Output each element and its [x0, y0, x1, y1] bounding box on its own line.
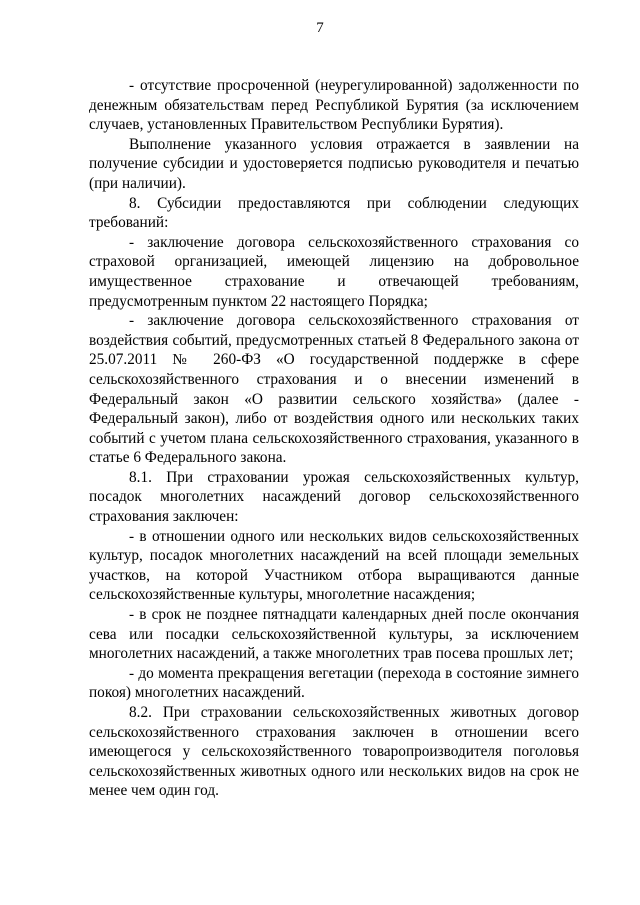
paragraph-clause-8-1: 8.1. При страховании урожая сельскохозяйственных культур, посадок многолетних насаждений договор сельскохозяйственного страхования заключен:: [89, 468, 579, 526]
paragraph-clause-8-2: 8.2. При страховании сельскохозяйственных животных договор сельскохозяйственного страхования заключен в отношении всего имеющегося у сельскохозяйственного товаропроизводителя поголовья сельскохозяйственных животных одного или нескольких видов на срок не менее чем один год.: [89, 704, 579, 800]
paragraph-condition-confirmation: Выполнение указанного условия отражается в заявлении на получение субсидии и удостоверяется подписью руководителя и печатью (при наличии).: [89, 135, 579, 192]
paragraph-sowing-deadline: - в срок не позднее пятнадцати календарных дней после окончания сева или посадки сельскохозяйственной культуры, за исключением многолетних насаждений, а также многолетних трав посева прошлых лет;: [89, 606, 579, 663]
document-body: [89, 76, 579, 801]
paragraph-insurance-events: - заключение договора сельскохозяйственного страхования от воздействия событий, предусмотренных статьей 8 Федерального закона от 25.07.2011 № 260-ФЗ «О государственной поддержке в сфере сельскохозяйственного страхования и о внесении изменений в Федеральный закон «О развитии сельского хозяйства» (далее - Федеральный закон), либо от воздействия одного или нескольких таких событий с учетом плана сельскохозяйственного страхования, указанного в статье 6 Федерального закона.: [89, 312, 579, 467]
paragraph-crop-scope: - в отношении одного или нескольких видов сельскохозяйственных культур, посадок многолетних насаждений на всей площади земельных участков, на которой Участником отбора выращиваются данные сельскохозяйственные культуры, многолетние насаждения;: [89, 527, 579, 604]
paragraph-debt-condition: - отсутствие просроченной (неурегулированной) задолженности по денежным обязательствам перед Республикой Бурятия (за исключением случаев, установленных Правительством Республики Бурятия).: [89, 77, 579, 134]
page-number: 7: [316, 20, 324, 36]
paragraph-clause-8: 8. Субсидии предоставляются при соблюдении следующих требований:: [89, 194, 579, 232]
paragraph-insurance-contract: - заключение договора сельскохозяйственного страхования со страховой организацией, имеющей лицензию на добровольное имущественное страхование и отвечающей требованиям, предусмотренным пунктом 22 настоящего Порядка;: [89, 233, 579, 310]
paragraph-vegetation-end: - до момента прекращения вегетации (перехода в состояние зимнего покоя) многолетних насаждений.: [89, 664, 579, 702]
